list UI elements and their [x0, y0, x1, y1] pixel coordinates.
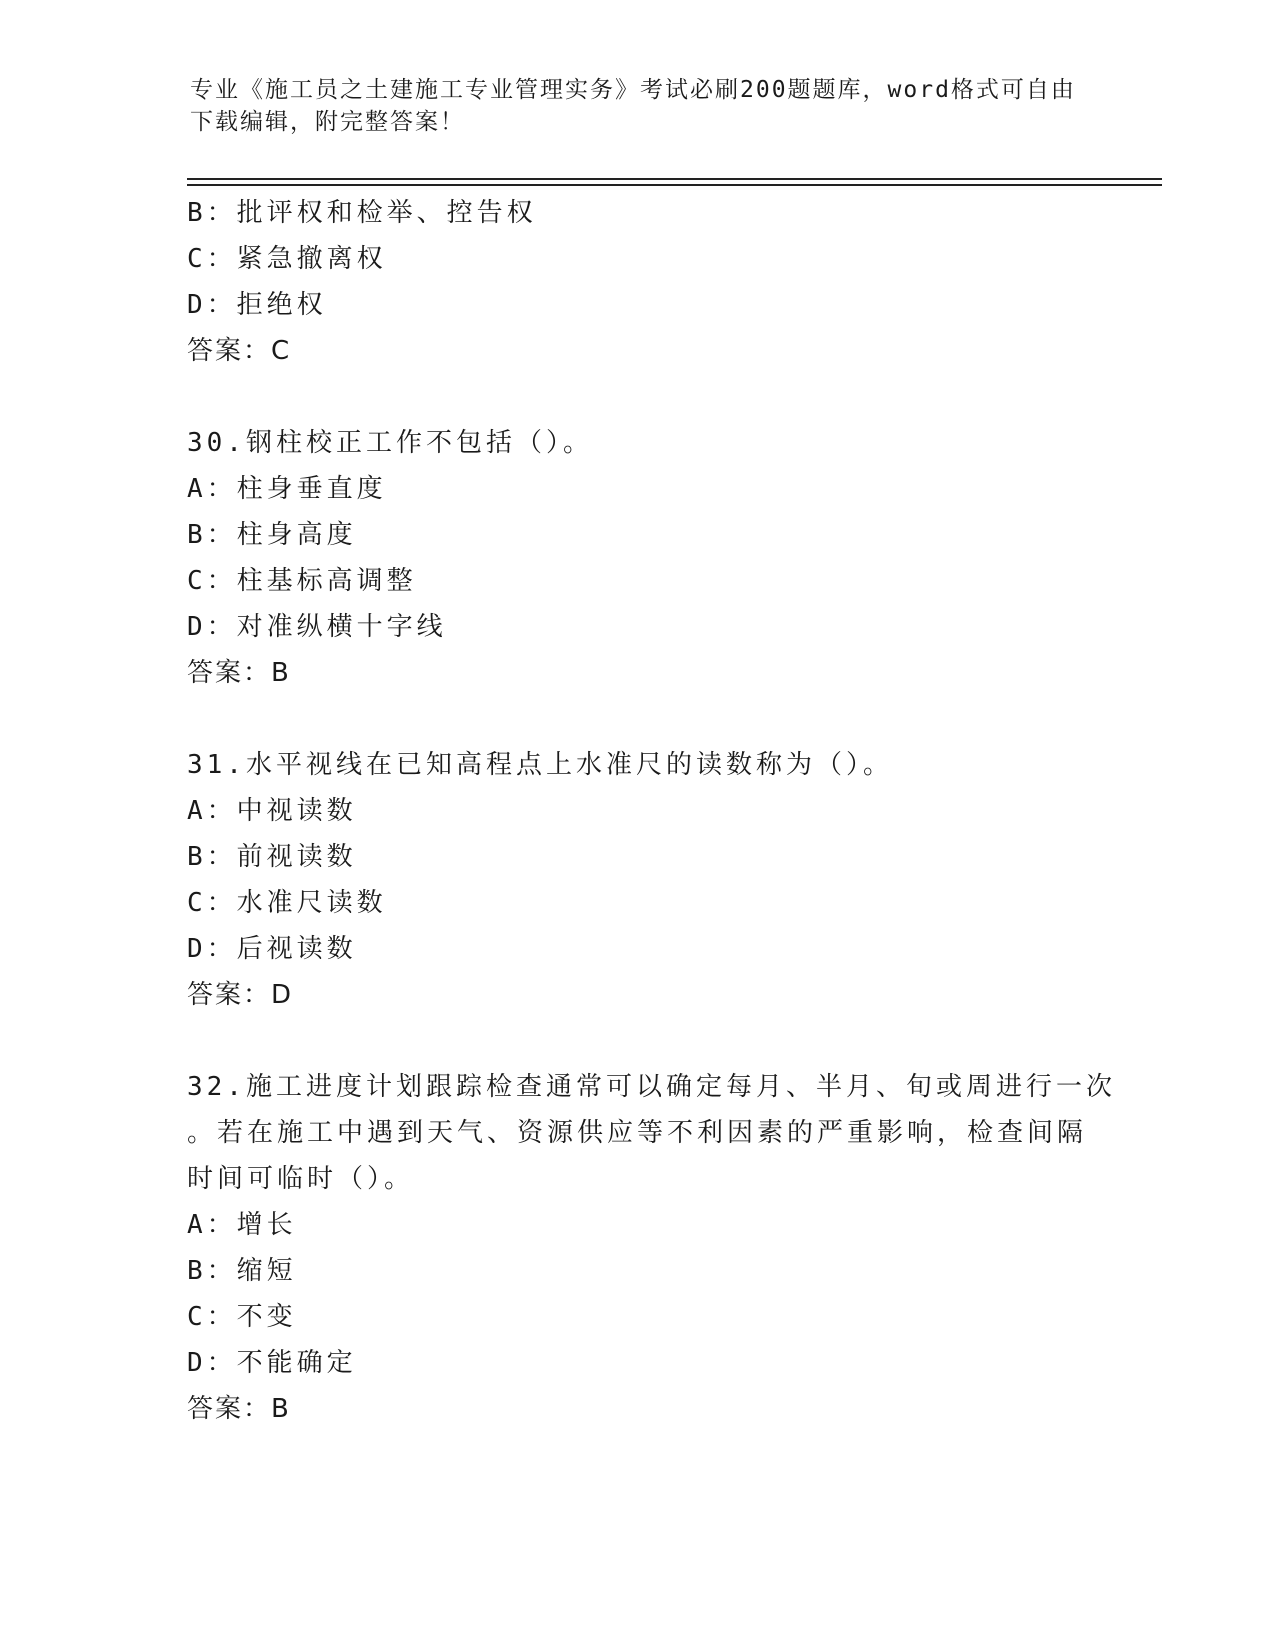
option-c: C：水准尺读数 [187, 888, 387, 918]
answer: 答案：D [187, 980, 294, 1010]
header-rule-bottom [187, 184, 1162, 186]
header-rule-top [187, 178, 1162, 180]
question-stem-line-1: 32.施工进度计划跟踪检查通常可以确定每月、半月、旬或周进行一次 [187, 1072, 1116, 1102]
question-list [187, 190, 1116, 1432]
option-c: C：紧急撤离权 [187, 244, 387, 274]
question-29-continuation [187, 190, 1087, 374]
option-a: A：中视读数 [187, 796, 357, 826]
document-header [190, 74, 1090, 138]
question-30 [187, 420, 1087, 696]
option-d: D：对准纵横十字线 [187, 612, 447, 642]
option-b: B：批评权和检举、控告权 [187, 198, 537, 228]
option-b: B：柱身高度 [187, 520, 357, 550]
answer: 答案：C [187, 336, 292, 366]
question-stem-line-2: 。若在施工中遇到天气、资源供应等不利因素的严重影响，检查间隔 [187, 1118, 1088, 1148]
header-line-1: 专业《施工员之土建施工专业管理实务》考试必刷200题题库，word格式可自由 [190, 77, 1076, 103]
option-c: C：不变 [187, 1302, 297, 1332]
question-stem: 31.水平视线在已知高程点上水准尺的读数称为（）。 [187, 750, 893, 780]
option-b: B：前视读数 [187, 842, 357, 872]
answer: 答案：B [187, 1394, 291, 1424]
option-a: A：增长 [187, 1210, 297, 1240]
option-d: D：拒绝权 [187, 290, 327, 320]
header-line-2: 下载编辑，附完整答案！ [190, 109, 465, 135]
question-stem: 30.钢柱校正工作不包括（）。 [187, 428, 593, 458]
option-b: B：缩短 [187, 1256, 297, 1286]
question-32 [187, 1064, 1116, 1432]
answer: 答案：B [187, 658, 291, 688]
option-d: D：不能确定 [187, 1348, 357, 1378]
option-c: C：柱基标高调整 [187, 566, 417, 596]
option-d: D：后视读数 [187, 934, 357, 964]
question-stem-line-3: 时间可临时（）。 [187, 1164, 415, 1194]
option-a: A：柱身垂直度 [187, 474, 387, 504]
question-31 [187, 742, 1087, 1018]
